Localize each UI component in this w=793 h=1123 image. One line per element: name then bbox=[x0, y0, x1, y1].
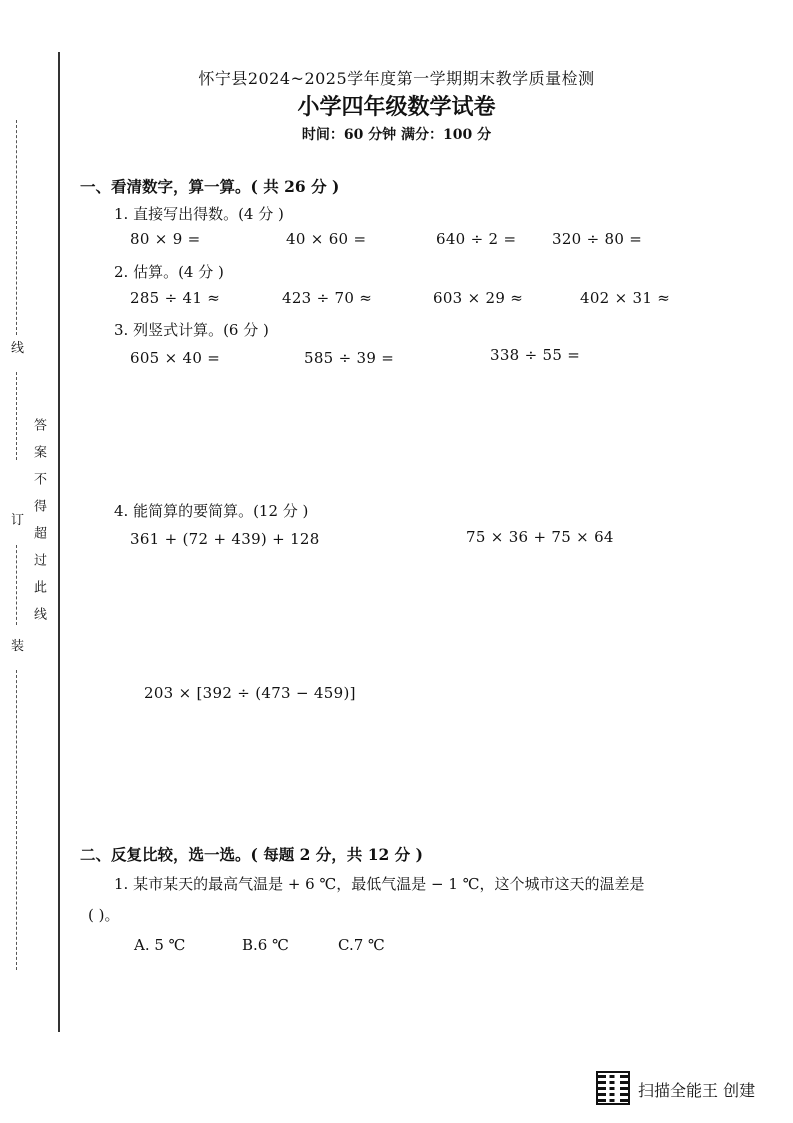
option-c: C.7 ℃ bbox=[338, 936, 385, 954]
question-4-item: 75 × 36 + 75 × 64 bbox=[466, 528, 614, 546]
question-3-item: 585 ÷ 39 = bbox=[304, 349, 395, 367]
question-4-item: 203 × [392 ÷ (473 − 459)] bbox=[144, 684, 356, 702]
binding-margin-line bbox=[58, 52, 60, 1032]
exam-title: 小学四年级数学试卷 bbox=[297, 94, 496, 120]
section-2-title: 二、反复比较，选一选。( 每题 2 分，共 12 分 ) bbox=[80, 845, 423, 864]
question-2-item: 285 ÷ 41 ≈ bbox=[130, 289, 221, 307]
binding-notice: 答案不得超过此线 bbox=[31, 418, 46, 634]
binding-char-ding: 订 bbox=[11, 513, 25, 528]
exam-meta: 时间：60 分钟 满分：100 分 bbox=[301, 127, 492, 143]
binding-dashed-line bbox=[16, 120, 17, 335]
binding-dashed-line bbox=[16, 372, 17, 460]
question-1-item: 80 × 9 = bbox=[130, 230, 201, 248]
question-3-item: 605 × 40 = bbox=[130, 349, 221, 367]
exam-organization: 怀宁县2024~2025学年度第一学期期末教学质量检测 bbox=[198, 69, 595, 88]
question-2-item: 402 × 31 ≈ bbox=[580, 289, 671, 307]
binding-dashed-line bbox=[16, 670, 17, 970]
binding-char-zhuang: 装 bbox=[11, 639, 25, 654]
question-text: 1. 某市某天的最高气温是 + 6 ℃，最低气温是 − 1 ℃，这个城市这天的温差是 bbox=[114, 875, 645, 893]
scanner-watermark: 扫描全能王 创建 bbox=[638, 1081, 756, 1100]
binding-char-xian: 线 bbox=[11, 341, 25, 356]
question-1-label: 1. 直接写出得数。(4 分 ) bbox=[114, 205, 284, 223]
option-a: A. 5 ℃ bbox=[134, 936, 186, 954]
option-b: B.6 ℃ bbox=[242, 936, 289, 954]
question-1-item: 40 × 60 = bbox=[286, 230, 367, 248]
question-4-item: 361 + (72 + 439) + 128 bbox=[130, 530, 320, 548]
question-4-label: 4. 能简算的要简算。(12 分 ) bbox=[114, 502, 309, 520]
binding-dashed-line bbox=[16, 545, 17, 625]
section-1-title: 一、看清数字，算一算。( 共 26 分 ) bbox=[80, 177, 340, 196]
question-2-label: 2. 估算。(4 分 ) bbox=[114, 263, 224, 281]
question-2-item: 603 × 29 ≈ bbox=[433, 289, 524, 307]
answer-blank: ( )。 bbox=[88, 906, 120, 924]
question-2-item: 423 ÷ 70 ≈ bbox=[282, 289, 373, 307]
qr-code-frame bbox=[596, 1071, 630, 1105]
question-1-item: 320 ÷ 80 = bbox=[552, 230, 643, 248]
question-3-label: 3. 列竖式计算。(6 分 ) bbox=[114, 321, 269, 339]
question-1-item: 640 ÷ 2 = bbox=[436, 230, 517, 248]
question-3-item: 338 ÷ 55 = bbox=[490, 346, 581, 364]
